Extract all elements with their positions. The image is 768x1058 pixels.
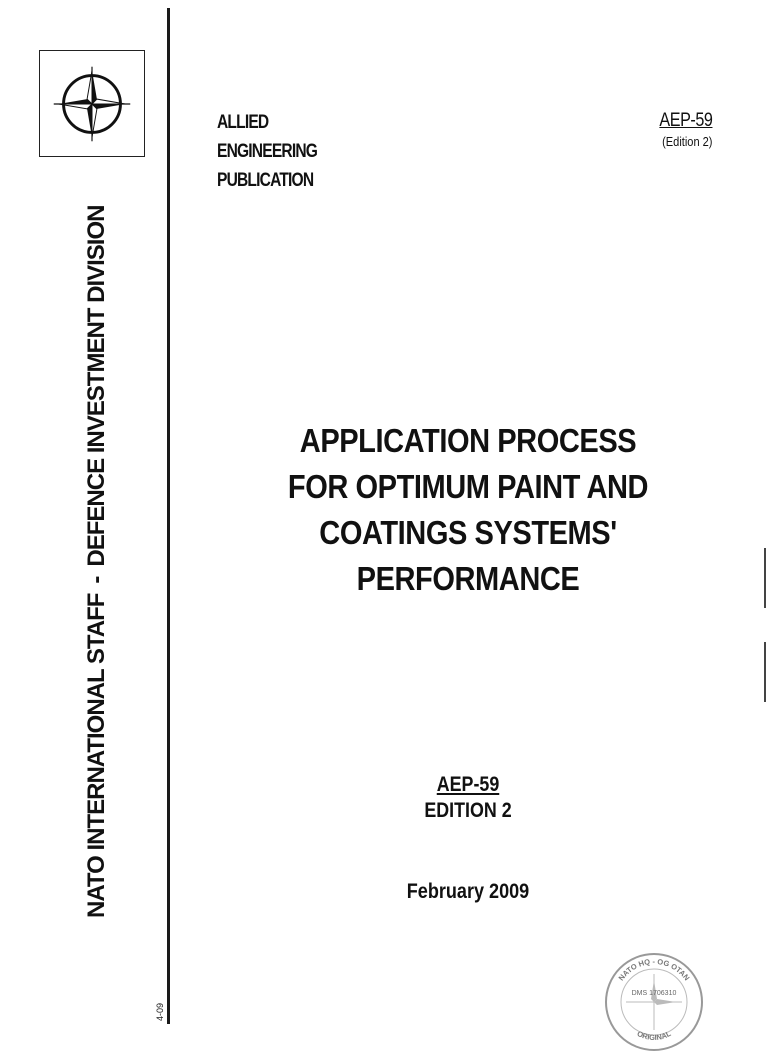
division-name: DEFENCE INVESTMENT DIVISION	[83, 205, 110, 567]
organization-name: NATO INTERNATIONAL STAFF	[83, 593, 110, 918]
stamp-top-text: NATO HQ - OG OTAN	[616, 956, 692, 983]
publication-type-line: PUBLICATION	[217, 170, 314, 191]
publication-type-line: ENGINEERING	[217, 141, 318, 162]
stamp-seal-icon	[598, 946, 710, 1058]
nato-logo	[39, 50, 145, 157]
reference-code: AEP-59	[658, 110, 712, 131]
stamp-id-text: DMS 1706310	[631, 990, 677, 997]
scan-edge-mark	[764, 642, 766, 702]
title-separator: -	[83, 576, 110, 584]
organization-vertical-title	[83, 205, 111, 918]
nato-compass-star-icon	[40, 51, 144, 156]
publication-date: February 2009	[406, 880, 530, 903]
scan-edge-mark	[764, 548, 766, 608]
stamp-bottom-text: ORIGINAL	[635, 1028, 673, 1043]
edition-code: AEP-59	[436, 773, 500, 796]
reference-code-block	[659, 110, 712, 149]
title-line: APPLICATION PROCESS	[299, 422, 637, 459]
edition-label: EDITION 2	[424, 799, 512, 822]
publication-type-line: ALLIED	[217, 112, 269, 133]
svg-text:ORIGINAL	[636, 1029, 673, 1042]
edge-code: 4-09	[155, 1002, 165, 1022]
vertical-divider	[167, 8, 170, 1024]
edition-block	[318, 772, 618, 824]
document-title	[218, 418, 718, 602]
title-line: COATINGS SYSTEMS'	[319, 514, 617, 551]
publication-type	[217, 108, 317, 195]
title-line: FOR OPTIMUM PAINT AND	[287, 468, 649, 505]
title-line: PERFORMANCE	[356, 560, 580, 597]
registry-stamp	[598, 946, 710, 1043]
reference-edition: (Edition 2)	[661, 134, 712, 149]
